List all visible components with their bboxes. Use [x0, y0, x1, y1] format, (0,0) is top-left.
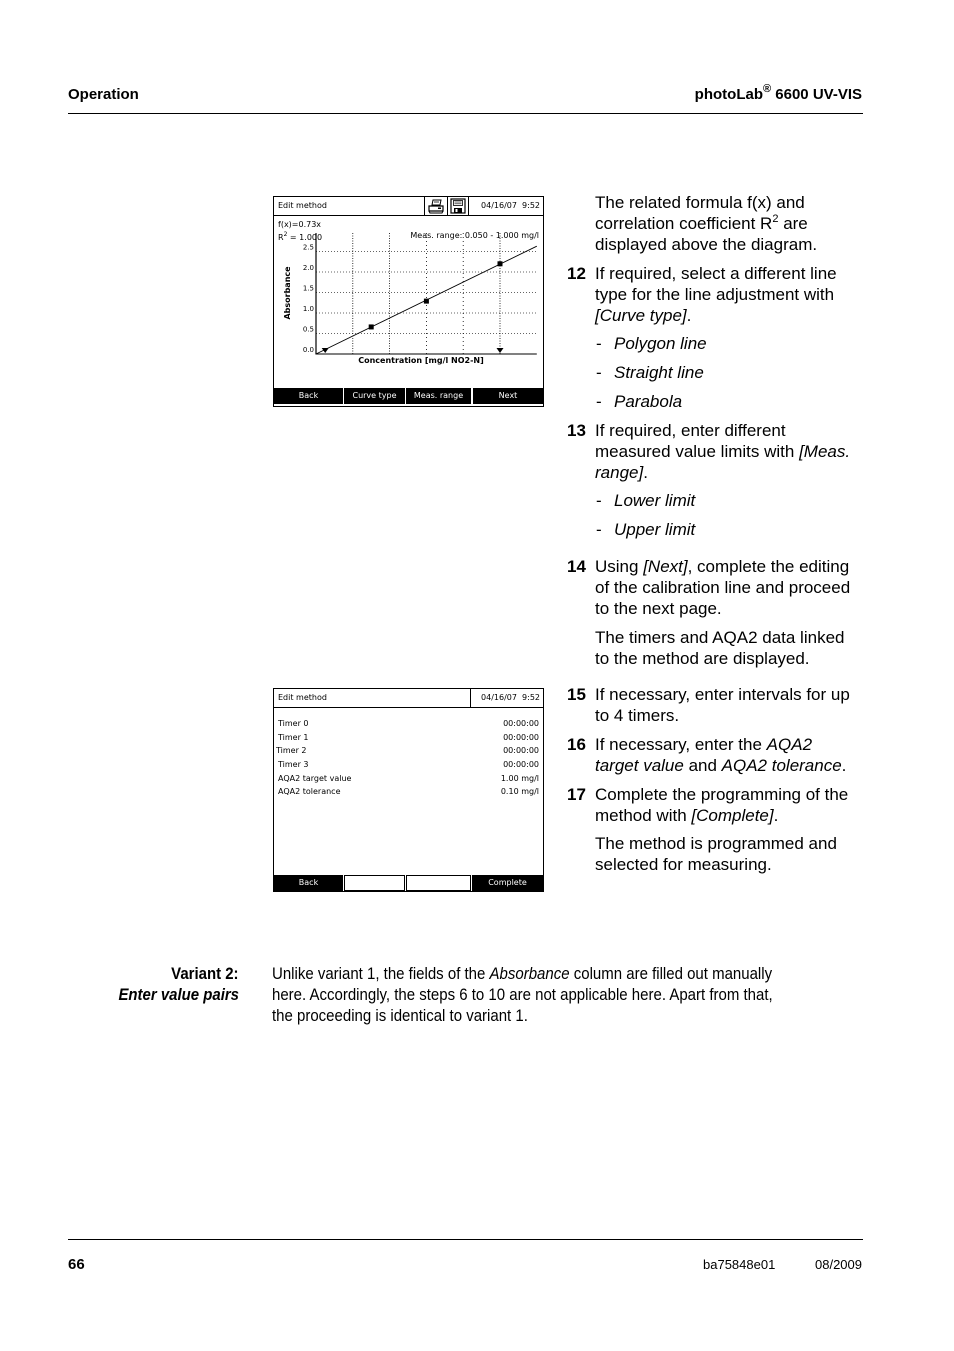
step-number: 13 [567, 421, 586, 440]
meas-range-reference: [Meas. range] [595, 442, 851, 482]
lower-limit-item: Lower limit [614, 491, 696, 510]
step-number: 14 [567, 557, 586, 576]
intro-paragraph [595, 192, 860, 255]
formula-text: f(x)=0.73x [278, 220, 322, 229]
screen-datetime: 04/16/07 9:52 [481, 201, 540, 210]
next-reference: [Next] [643, 557, 688, 576]
header-divider [447, 197, 448, 215]
step-14-text [595, 556, 860, 619]
step-number: 15 [567, 685, 586, 704]
page-number: 66 [68, 1256, 85, 1273]
timer-0-value[interactable]: 00:00:00 [503, 719, 539, 728]
softkey-next[interactable]: Next [473, 388, 543, 404]
bullet-dash: - [596, 520, 602, 539]
product-title [694, 83, 862, 104]
y-tick-label: 1.0 [302, 305, 314, 313]
softkey-empty-3[interactable] [406, 875, 471, 891]
softkey-complete[interactable]: Complete [472, 875, 543, 891]
calibration-chart [274, 214, 543, 386]
step-text: Complete the programming of the method with [595, 785, 849, 825]
x-axis-label: Concentration [mg/l NO2-N] [358, 356, 484, 365]
step-16-text [595, 734, 860, 776]
variant-2-subheading: Enter value pairs [118, 985, 239, 1004]
step-text: and [683, 756, 722, 775]
variant-2-heading: Variant 2: [171, 964, 239, 983]
device-screen-calibration [273, 196, 544, 407]
variant-2-line-1 [272, 963, 772, 984]
softkey-empty-2[interactable] [344, 875, 405, 891]
y-tick-label: 1.5 [302, 284, 314, 293]
variant-2-line-3: the proceeding is identical to variant 1. [272, 1006, 528, 1025]
r2-superscript: 2 [283, 231, 288, 238]
y-tick-label: 0.0 [302, 346, 314, 354]
bullet-dash: - [596, 363, 602, 382]
step-text-end: , complete the editing of the calibration line and proceed to the next page. [595, 557, 851, 618]
step-text: If required, select a different line type for the line adjustment with [595, 264, 837, 304]
product-model: 6600 UV-VIS [771, 86, 862, 103]
punctuation: . [643, 463, 648, 482]
footer-rule [68, 1239, 863, 1240]
r2-value: = 1.000 [287, 233, 323, 242]
step-14-note: The timers and AQA2 data linked to the method are displayed. [595, 628, 845, 668]
device-screen-timers [273, 688, 544, 892]
softkey-back[interactable]: Back [274, 875, 343, 891]
screen-title: Edit method [278, 693, 327, 702]
timer-3-label: Timer 3 [278, 760, 309, 769]
timer-0-label: Timer 0 [278, 719, 309, 728]
y-tick-label: 0.5 [302, 325, 314, 334]
step-text: If necessary, enter the [595, 735, 767, 754]
curve-type-straight: Straight line [614, 363, 704, 382]
registered-mark: ® [763, 83, 772, 95]
aqa2-tolerance-reference: AQA2 tolerance [721, 756, 842, 775]
variant-2-line-2: here. Accordingly, the steps 6 to 10 are not applicable here. Apart from that, [272, 985, 773, 1004]
step-17-note: The method is programmed and selected for measuring. [595, 834, 837, 874]
section-title: Operation [68, 86, 139, 103]
intro-text-end: are displayed above the diagram. [595, 214, 818, 254]
bullet-dash: - [596, 334, 602, 353]
document-id: ba75848e01 [703, 1257, 776, 1272]
step-text: If required, enter different measured value limits with [595, 421, 800, 461]
meas-range-text: Meas. range: 0.050 - 1.000 mg/l [410, 231, 539, 240]
curve-type-parabola: Parabola [614, 392, 683, 411]
bullet-dash: - [596, 392, 602, 411]
curve-type-reference: [Curve type] [595, 306, 687, 325]
step-number: 12 [567, 264, 586, 283]
timer-3-value[interactable]: 00:00:00 [503, 760, 539, 769]
screen-header [274, 689, 543, 708]
timer-2-label: Timer 2 [276, 746, 307, 755]
timer-1-value[interactable]: 00:00:00 [503, 733, 539, 742]
r2-label: R [278, 233, 284, 242]
aqa2-target-reference: AQA2 target value [595, 735, 813, 775]
y-axis-label: Absorbance [283, 266, 292, 320]
y-tick-label: 2.0 [302, 264, 314, 272]
upper-limit-marker-icon [497, 348, 504, 353]
document-date: 08/2009 [815, 1257, 862, 1272]
superscript: 2 [772, 213, 779, 225]
product-name: photoLab [694, 86, 763, 103]
step-15-text: If necessary, enter intervals for up to 4 timers. [595, 685, 850, 725]
curve-type-polygon: Polygon line [614, 334, 707, 353]
intro-text: The related formula f(x) and correlation coefficient R [595, 193, 805, 233]
bullet-dash: - [596, 491, 602, 510]
aqa2-tolerance-label: AQA2 tolerance [278, 787, 341, 796]
softkey-meas-range[interactable]: Meas. range [406, 388, 471, 404]
step-12-text [595, 263, 860, 326]
punctuation: . [686, 306, 692, 325]
screen-title: Edit method [278, 201, 327, 210]
absorbance-reference: Absorbance [489, 964, 570, 983]
body-text: Unlike variant 1, the fields of the [272, 964, 490, 983]
printer-icon[interactable] [427, 198, 445, 214]
header-divider [424, 197, 425, 215]
screen-datetime: 04/16/07 9:52 [481, 693, 540, 702]
body-text: column are filled out manually [569, 964, 773, 983]
step-text: Using [595, 557, 644, 576]
step-number: 17 [567, 785, 586, 804]
punctuation: . [841, 756, 847, 775]
complete-reference: [Complete] [691, 806, 774, 825]
y-tick-label: 2.5 [302, 243, 314, 252]
aqa2-target-label: AQA2 target value [278, 774, 352, 783]
aqa2-target-value[interactable]: 1.00 mg/l [500, 774, 539, 783]
header-divider [470, 689, 471, 707]
step-number: 16 [567, 735, 586, 754]
save-icon[interactable] [449, 198, 467, 214]
aqa2-tolerance-value[interactable]: 0.10 mg/l [500, 787, 539, 796]
timer-2-value[interactable]: 00:00:00 [503, 746, 539, 755]
header-rule [68, 113, 863, 114]
step-13-text [595, 420, 860, 483]
header-divider [468, 197, 469, 215]
timer-1-label: Timer 1 [278, 733, 309, 742]
punctuation: . [773, 806, 779, 825]
upper-limit-item: Upper limit [614, 520, 696, 539]
step-17-text [595, 784, 860, 826]
softkey-back[interactable]: Back [274, 388, 343, 404]
softkey-curve-type[interactable]: Curve type [344, 388, 405, 404]
